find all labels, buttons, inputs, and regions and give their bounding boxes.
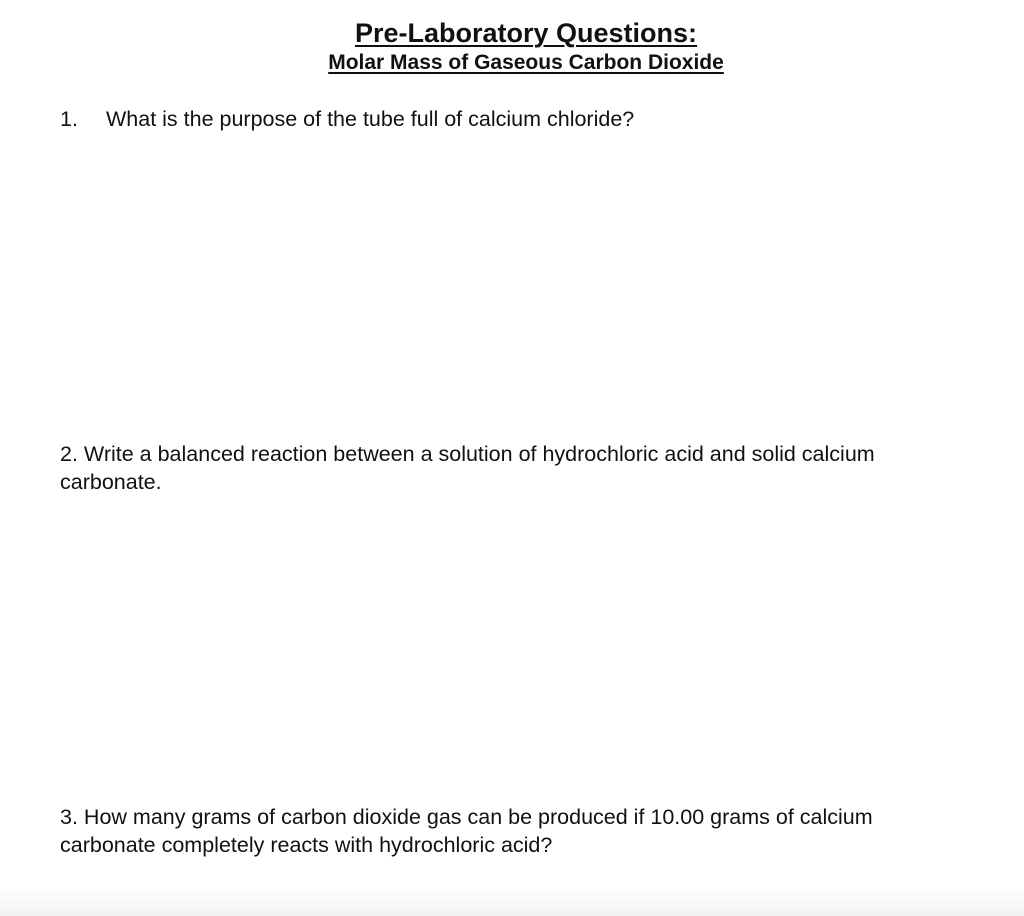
- question-3-line-2: carbonate completely reacts with hydrochloric acid?: [60, 833, 553, 857]
- page-subtitle: Molar Mass of Gaseous Carbon Dioxide: [328, 51, 724, 74]
- page-title: Pre-Laboratory Questions:: [354, 18, 698, 48]
- question-1-text: What is the purpose of the tube full of calcium chloride?: [106, 107, 635, 131]
- question-3: [60, 803, 990, 859]
- question-1: [60, 105, 634, 133]
- question-3-text: How many grams of carbon dioxide gas can be produced if 10.00 grams of calcium: [83, 805, 873, 829]
- question-1-number: 1.: [60, 107, 78, 131]
- question-2-line-2: carbonate.: [60, 470, 162, 494]
- question-3-number: 3.: [60, 805, 78, 829]
- question-2-number: 2.: [60, 442, 78, 466]
- page-bottom-edge: [0, 886, 1024, 916]
- question-2: [60, 440, 990, 496]
- question-2-text: Write a balanced reaction between a solution of hydrochloric acid and solid calcium: [83, 442, 875, 466]
- question-3-line-1: [60, 803, 990, 831]
- question-2-line-1: [60, 440, 990, 468]
